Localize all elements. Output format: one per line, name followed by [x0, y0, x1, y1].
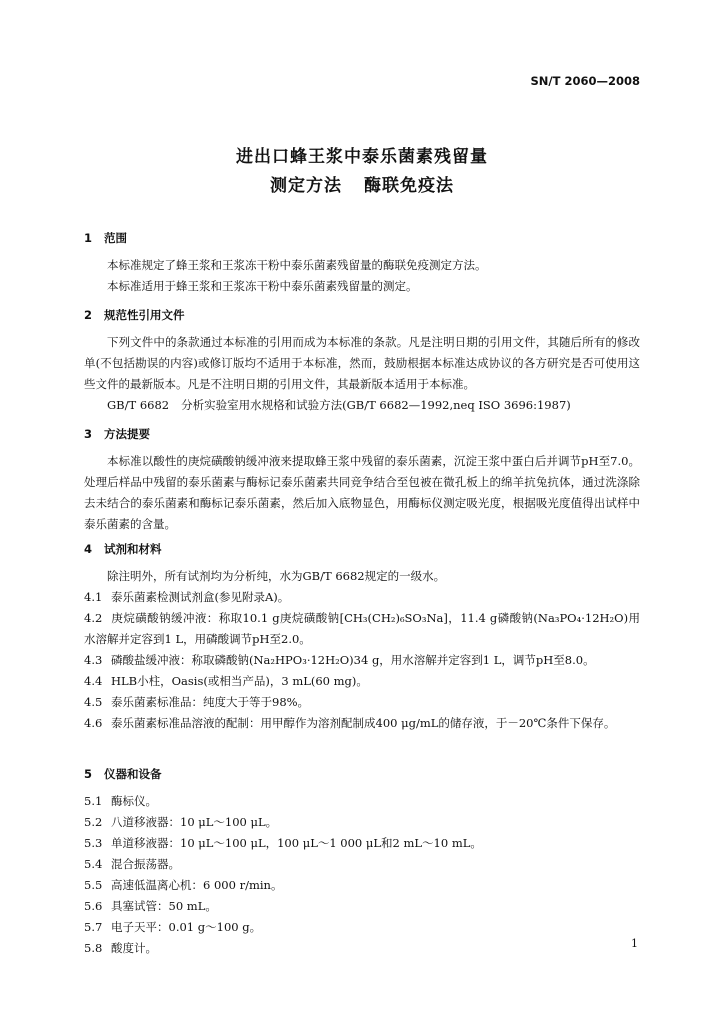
section-heading-method-summary: 3 方法提要 [84, 427, 150, 441]
page-number: 1 [631, 937, 638, 950]
paragraph: 本标准规定了蜂王浆和王浆冻干粉中泰乐菌素残留量的酶联免疫测定方法。 [107, 258, 487, 272]
list-item: 5.6 具塞试管：50 mL。 [84, 899, 217, 913]
section-heading-normative-references: 2 规范性引用文件 [84, 308, 185, 322]
standard-code: SN/T 2060—2008 [530, 74, 640, 88]
list-item: 5.3 单道移液器：10 μL～100 μL，100 μL～1 000 μL和2 mL～10 mL。 [84, 836, 482, 850]
list-item: 5.7 电子天平：0.01 g～100 g。 [84, 920, 262, 934]
reference-entry: GB/T 6682 分析实验室用水规格和试验方法(GB/T 6682—1992,neq ISO 3696:1987) [107, 398, 571, 412]
list-item: 5.4 混合振荡器。 [84, 857, 180, 871]
list-item: 5.5 高速低温离心机：6 000 r/min。 [84, 878, 283, 892]
title-part2: 酶联免疫法 [364, 176, 454, 196]
paragraph: 除注明外，所有试剂均为分析纯，水为GB/T 6682规定的一级水。 [107, 569, 446, 583]
list-item: 4.1 泰乐菌素检测试剂盒(参见附录A)。 [84, 590, 290, 604]
list-item: 4.2 庚烷磺酸钠缓冲液：称取10.1 g庚烷磺酸钠[CH₃(CH₂)₆SO₃Na]，11.4 g磷酸钠(Na₃PO₄·12H₂O)用水溶解并定容到1 L，用磷酸调节pH至2.0。 [84, 611, 640, 646]
paragraph: 本标准适用于蜂王浆和王浆冻干粉中泰乐菌素残留量的测定。 [107, 279, 418, 293]
title-part1: 测定方法 [270, 176, 342, 196]
list-item: 5.1 酶标仪。 [84, 794, 157, 808]
document-title-line1: 进出口蜂王浆中泰乐菌素残留量 [236, 147, 488, 167]
list-item: 5.8 酸度计。 [84, 941, 157, 955]
list-item: 5.2 八道移液器：10 μL～100 μL。 [84, 815, 278, 829]
paragraph: 下列文件中的条款通过本标准的引用而成为本标准的条款。凡是注明日期的引用文件，其随后所有的修改单(不包括勘误的内容)或修订版均不适用于本标准，然而，鼓励根据本标准达成协议的各方研究是否可使用这些文件的最新版本。凡是不注明日期的引用文件，其最新版本适用于本标准。 [84, 335, 640, 391]
document-title-line2 [0, 171, 724, 196]
section-heading-reagents: 4 试剂和材料 [84, 542, 162, 556]
list-item: 4.3 磷酸盐缓冲液：称取磷酸钠(Na₂HPO₃·12H₂O)34 g，用水溶解并定容到1 L，调节pH至8.0。 [84, 653, 595, 667]
paragraph: 本标准以酸性的庚烷磺酸钠缓冲液来提取蜂王浆中残留的泰乐菌素，沉淀王浆中蛋白后并调节pH至7.0。处理后样品中残留的泰乐菌素与酶标记泰乐菌素共同竞争结合至包被在微孔板上的绵羊抗兔抗体，通过洗涤除去未结合的泰乐菌素和酶标记泰乐菌素，然后加入底物显色，用酶标仪测定吸光度，根据吸光度值得出试样中泰乐菌素的含量。 [84, 454, 640, 531]
section-heading-apparatus: 5 仪器和设备 [84, 767, 162, 781]
list-item: 4.6 泰乐菌素标准品溶液的配制：用甲醇作为溶剂配制成400 μg/mL的储存液，于－20℃条件下保存。 [84, 716, 616, 730]
list-item: 4.5 泰乐菌素标准品：纯度大于等于98%。 [84, 695, 310, 709]
list-item: 4.4 HLB小柱，Oasis(或相当产品)，3 mL(60 mg)。 [84, 674, 368, 688]
section-heading-scope: 1 范围 [84, 231, 127, 245]
